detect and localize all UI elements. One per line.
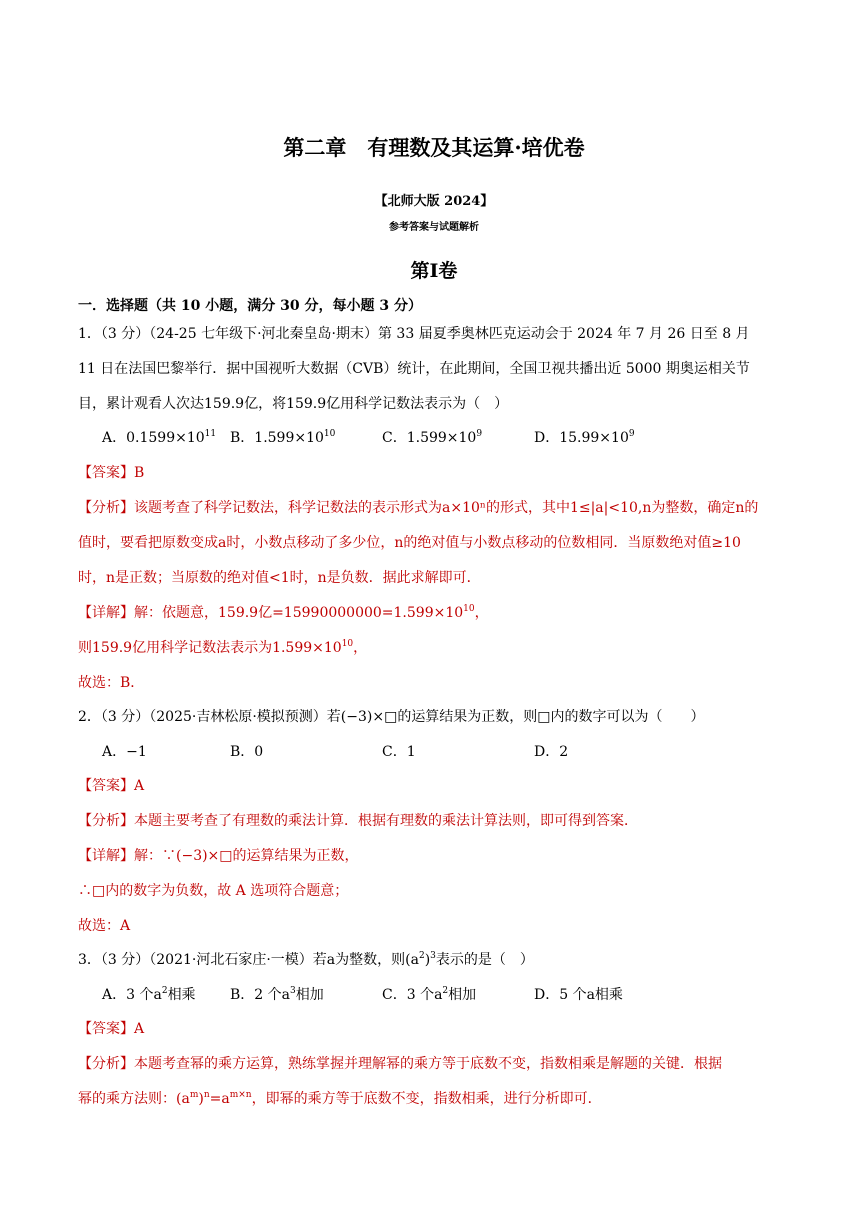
- q3-analysis-2a: 幂的乘方法则：(a: [78, 1091, 190, 1107]
- q3-option-a-text: A．3 个a: [102, 987, 162, 1003]
- q3-option-a-exponent: 2: [161, 986, 168, 996]
- q1-choice: 故选：B．: [78, 675, 145, 691]
- q3-analysis-line-2: [78, 1089, 602, 1109]
- q2-option-a: A．−1: [102, 744, 147, 760]
- q1-option-a-exponent: 11: [204, 429, 217, 439]
- q3-stem-exponent-1: 2: [418, 951, 425, 961]
- edition-label: 【北师大版 2024】: [374, 194, 494, 209]
- q3-option-b-exponent: 3: [290, 986, 296, 996]
- q3-stem-exponent-2: 3: [430, 951, 436, 961]
- q3-analysis-exponent-n: n: [203, 1090, 210, 1100]
- page-title: 第二章 有理数及其运算·培优卷: [283, 135, 585, 160]
- q1-answer: 【答案】B: [78, 465, 145, 481]
- q2-option-c: C．1: [382, 744, 416, 760]
- q2-detail-line-2: ∴□内的数字为负数，故 A 选项符合题意；: [78, 883, 349, 899]
- q2-choice: 故选：A: [78, 918, 131, 934]
- q1-option-d-exponent: 9: [628, 429, 635, 439]
- q3-option-a: [102, 985, 196, 1005]
- section-heading: 一．选择题（共 10 小题，满分 30 分，每小题 3 分）: [78, 298, 422, 314]
- q3-analysis-exponent-mn: m×n: [229, 1090, 252, 1100]
- q3-option-b-end: 相加: [295, 987, 324, 1003]
- q1-stem-line-3: 目，累计观看人次达159.9亿，将159.9亿用科学记数法表示为（ ）: [78, 396, 509, 412]
- q1-analysis-line-1: 【分析】该题考查了科学记数法，科学记数法的表示形式为a×10ⁿ的形式，其中1≤|a|<10,n为整数，确定n的: [78, 500, 759, 516]
- q1-option-b-text: B．1.599×10: [230, 430, 324, 446]
- q1-option-d: [534, 428, 635, 448]
- q1-detail-line-1: [78, 603, 489, 623]
- q3-option-c-exponent: 2: [442, 986, 449, 996]
- q1-detail-1-end: ，: [474, 605, 489, 621]
- q1-analysis-line-2: 值时，要看把原数变成a时，小数点移动了多少位，n的绝对值与小数点移动的位数相同．当原数绝对值≥10: [78, 535, 741, 551]
- q3-option-a-end: 相乘: [167, 987, 196, 1003]
- q1-option-b: [230, 428, 335, 448]
- q3-analysis-exponent-m: m: [189, 1090, 199, 1100]
- q3-stem: [78, 950, 534, 970]
- q3-analysis-2c: =a: [209, 1091, 230, 1107]
- q3-option-b: [230, 985, 324, 1005]
- subtitle: 参考答案与试题解析: [389, 222, 479, 233]
- q1-option-c: [382, 428, 482, 448]
- q1-option-b-exponent: 10: [323, 429, 336, 439]
- q1-detail-line-2: [78, 638, 367, 658]
- volume-heading: 第Ⅰ卷: [410, 260, 458, 282]
- q3-option-b-text: B．2 个a: [230, 987, 290, 1003]
- q3-stem-text-b: ): [424, 952, 431, 968]
- q3-answer: 【答案】A: [78, 1021, 145, 1037]
- q2-detail-line-1: 【详解】解：∵(−3)×□的运算结果为正数，: [78, 848, 359, 864]
- q2-answer: 【答案】A: [78, 778, 145, 794]
- q2-stem: 2．（3 分）（2025·吉林松原·模拟预测）若(−3)×□的运算结果为正数，则□内的数字可以为（ ）: [78, 709, 705, 725]
- q1-analysis-line-3: 时，n是正数；当原数的绝对值<1时，n是负数．据此求解即可．: [78, 570, 481, 586]
- q1-detail-1-text: 【详解】解：依题意，159.9亿=15990000000=1.599×10: [78, 605, 464, 621]
- q1-option-a: [102, 428, 216, 448]
- q3-stem-text-c: 表示的是（ ）: [435, 952, 534, 968]
- q1-detail-2-text: 则159.9亿用科学记数法表示为1.599×10: [78, 640, 342, 656]
- q1-option-c-exponent: 9: [476, 429, 483, 439]
- q1-option-c-text: C．1.599×10: [382, 430, 477, 446]
- q2-option-d: D．2: [534, 744, 569, 760]
- q1-detail-2-exponent: 10: [341, 639, 354, 649]
- q1-stem-line-2: 11 日在法国巴黎举行．据中国视听大数据（CVB）统计，在此期间，全国卫视共播出近 5000 期奥运相关节: [78, 361, 750, 377]
- q1-detail-2-end: ，: [353, 640, 368, 656]
- q3-analysis-2b: ): [198, 1091, 204, 1107]
- q3-option-d: D．5 个a相乘: [534, 987, 623, 1003]
- q1-stem-line-1: 1．（3 分）（24-25 七年级下·河北秦皇岛·期末）第 33 届夏季奥林匹克运动会于 2024 年 7 月 26 日至 8 月: [78, 326, 750, 342]
- q2-option-b: B．0: [230, 744, 264, 760]
- q1-detail-1-exponent: 10: [463, 604, 475, 614]
- q3-analysis-2d: ，即幂的乘方等于底数不变，指数相乘，进行分析即可．: [251, 1091, 602, 1107]
- q3-option-c-text: C．3 个a: [382, 987, 443, 1003]
- q3-option-c: [382, 985, 476, 1005]
- q3-stem-text-a: 3．（3 分）（2021·河北石家庄·一模）若a为整数，则(a: [78, 952, 419, 968]
- q3-option-c-end: 相加: [448, 987, 477, 1003]
- q1-option-d-text: D．15.99×10: [534, 430, 629, 446]
- q2-analysis: 【分析】本题主要考查了有理数的乘法计算．根据有理数的乘法计算法则，即可得到答案．: [78, 813, 638, 829]
- q1-option-a-text: A．0.1599×10: [102, 430, 205, 446]
- q3-analysis-line-1: 【分析】本题考查幂的乘方运算，熟练掌握并理解幂的乘方等于底数不变，指数相乘是解题的关键．根据: [78, 1056, 722, 1072]
